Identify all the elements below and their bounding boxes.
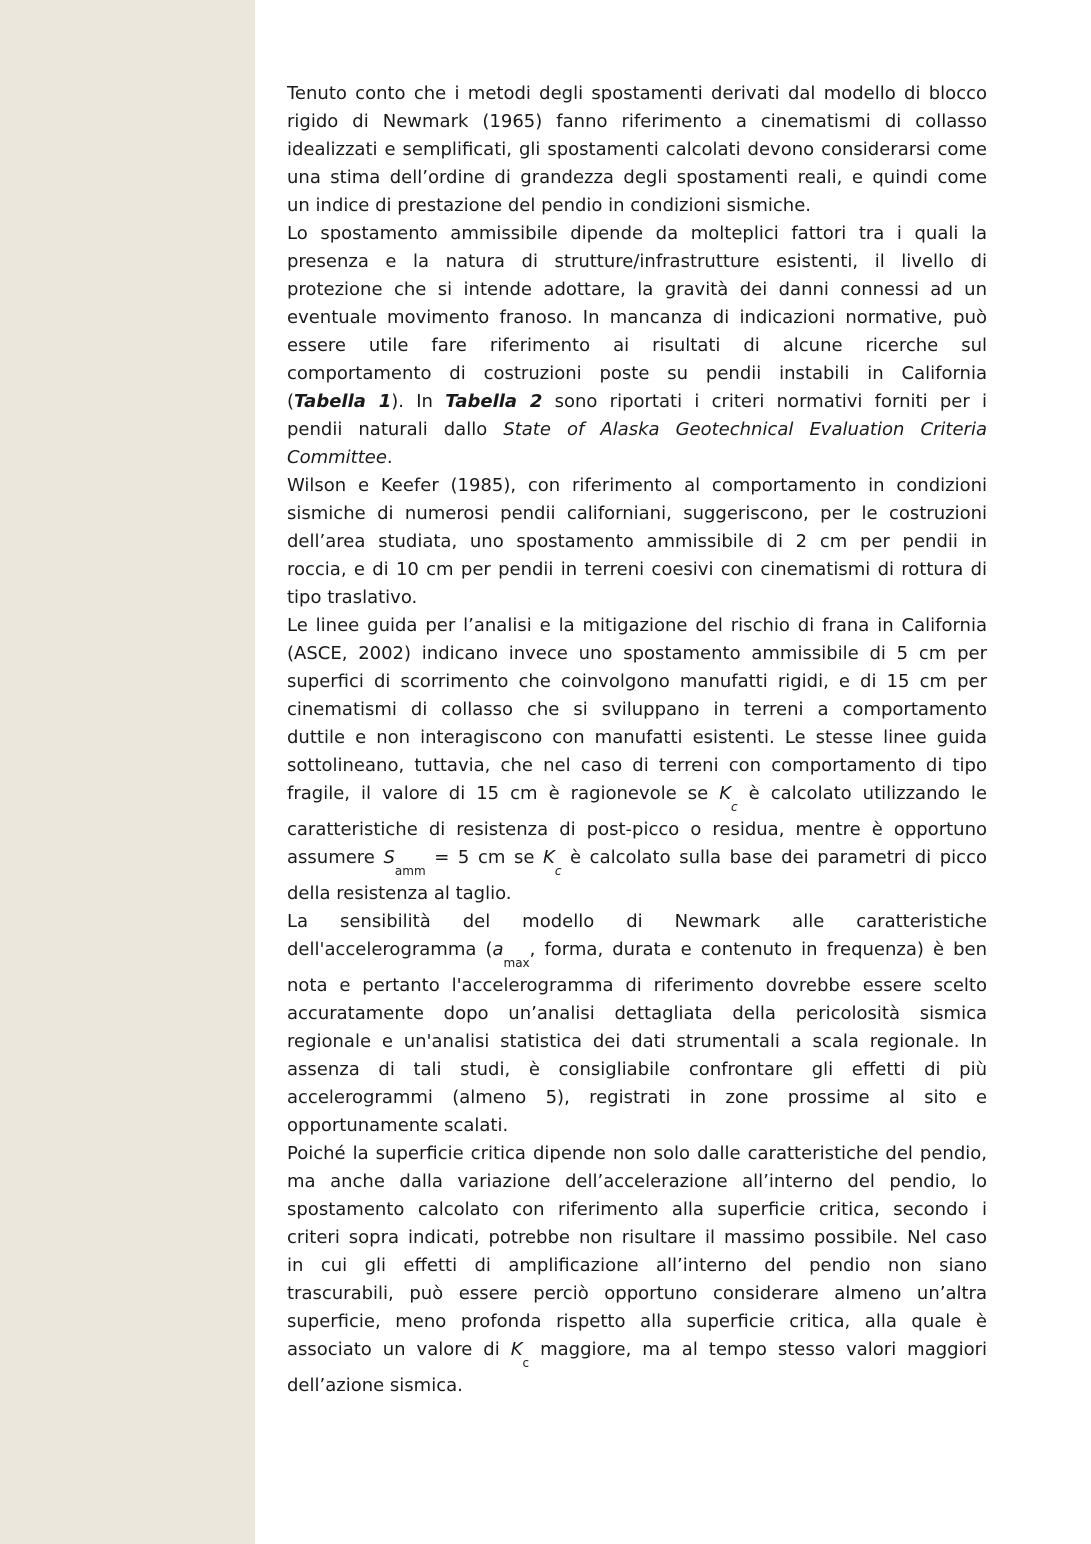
text-run: associato un valore di (287, 1339, 511, 1360)
emphasis-text: K (719, 783, 732, 804)
text-run: duttile e non interagiscono con manufatti esistenti. Le stesse linee guida (287, 727, 987, 748)
text-run: regionale e un'analisi statistica dei dati strumentali a scala regionale. In (287, 1031, 987, 1052)
text-run: ). In (391, 391, 446, 412)
text-line (287, 1196, 987, 1224)
page-sidebar-band (0, 0, 255, 1544)
text-run: criteri sopra indicati, potrebbe non risultare il massimo possibile. Nel caso (287, 1227, 987, 1248)
text-run: trascurabili, può essere perciò opportuno considerare almeno un’altra (287, 1283, 987, 1304)
text-line (287, 640, 987, 668)
text-line (287, 108, 987, 136)
text-line (287, 1336, 987, 1372)
text-line (287, 248, 987, 276)
text-line (287, 220, 987, 248)
text-run: eventuale movimento franoso. In mancanza di indicazioni normative, può (287, 307, 987, 328)
emphasis-text: K (510, 1339, 523, 1360)
text-run: , forma, durata e contenuto in frequenza) è ben (529, 939, 987, 960)
text-run: Tenuto conto che i metodi degli spostamenti derivati dal modello di blocco (287, 83, 987, 104)
text-run: Wilson e Keefer (1985), con riferimento al comportamento in condizioni (287, 475, 987, 496)
text-line (287, 1028, 987, 1056)
paragraph (287, 612, 987, 908)
text-run: comportamento di costruzioni poste su pendii instabili in California (287, 363, 987, 384)
subscript: c (554, 864, 562, 878)
text-run: (ASCE, 2002) indicano invece uno spostamento ammissibile di 5 cm per (287, 643, 987, 664)
text-line (287, 1252, 987, 1280)
subscript: max (503, 956, 530, 970)
text-run: ma anche dalla variazione dell’accelerazione all’interno del pendio, lo (287, 1171, 987, 1192)
text-run: è calcolato utilizzando le (737, 783, 987, 804)
text-line (287, 844, 987, 880)
text-line (287, 1112, 987, 1140)
text-line (287, 696, 987, 724)
text-line (287, 780, 987, 816)
text-line (287, 936, 987, 972)
text-line (287, 276, 987, 304)
document-body (287, 80, 987, 1400)
text-line (287, 612, 987, 640)
subscript: c (522, 1356, 530, 1370)
text-line (287, 388, 987, 416)
text-run: un indice di prestazione del pendio in condizioni sismiche. (287, 195, 812, 216)
text-line (287, 1308, 987, 1336)
text-line (287, 584, 987, 612)
paragraph (287, 908, 987, 1140)
emphasis-text: Committee (287, 447, 387, 468)
text-run: superficie, meno profonda rispetto alla superficie critica, alla quale è (287, 1311, 987, 1332)
text-run: essere utile fare riferimento ai risultati di alcune ricerche sul (287, 335, 987, 356)
text-run: accelerogrammi (almeno 5), registrati in zone prossime al sito e (287, 1087, 987, 1108)
emphasis-text: S (383, 847, 395, 868)
text-line (287, 500, 987, 528)
text-line (287, 192, 987, 220)
text-line (287, 136, 987, 164)
text-run: La sensibilità del modello di Newmark alle caratteristiche (287, 911, 987, 932)
text-line (287, 816, 987, 844)
paragraph (287, 472, 987, 612)
text-run: della resistenza al taglio. (287, 883, 512, 904)
paragraph (287, 80, 987, 220)
text-line (287, 1168, 987, 1196)
text-run: dell’azione sismica. (287, 1375, 463, 1396)
text-run: rigido di Newmark (1965) fanno riferimento a cinematismi di collasso (287, 111, 987, 132)
paragraph (287, 220, 987, 472)
subscript: c (731, 800, 738, 814)
subscript: amm (394, 864, 426, 878)
text-line (287, 908, 987, 936)
text-run: fragile, il valore di 15 cm è ragionevole se (287, 783, 720, 804)
emphasis-text: a (492, 939, 504, 960)
text-run: Lo spostamento ammissibile dipende da molteplici fattori tra i quali la (287, 223, 987, 244)
text-line (287, 416, 987, 444)
text-line (287, 360, 987, 388)
text-run: dell'accelerogramma ( (287, 939, 493, 960)
emphasis-text: Tabella 2 (445, 391, 543, 412)
text-run: = 5 cm se (425, 847, 544, 868)
text-run: tipo traslativo. (287, 587, 418, 608)
text-run: . (386, 447, 393, 468)
text-run: nota e pertanto l'accelerogramma di riferimento dovrebbe essere scelto (287, 975, 987, 996)
text-run: presenza e la natura di strutture/infrastrutture esistenti, il livello di (287, 251, 987, 272)
text-run: una stima dell’ordine di grandezza degli spostamenti reali, e quindi come (287, 167, 987, 188)
text-run: pendii naturali dallo (287, 419, 504, 440)
text-run: sottolineano, tuttavia, che nel caso di terreni con comportamento di tipo (287, 755, 987, 776)
text-run: idealizzati e semplificati, gli spostamenti calcolati devono considerarsi come (287, 139, 987, 160)
text-run: sismiche di numerosi pendii californiani, suggeriscono, per le costruzioni (287, 503, 987, 524)
text-line (287, 668, 987, 696)
text-line (287, 1084, 987, 1112)
text-line (287, 1140, 987, 1168)
text-line (287, 972, 987, 1000)
text-run: cinematismi di collasso che si sviluppano in terreni a comportamento (287, 699, 987, 720)
text-line (287, 724, 987, 752)
text-line (287, 472, 987, 500)
text-line (287, 752, 987, 780)
text-run: maggiore, ma al tempo stesso valori maggiori (529, 1339, 987, 1360)
text-line (287, 164, 987, 192)
emphasis-text: K (543, 847, 555, 868)
text-run: assenza di tali studi, è consigliabile confrontare gli effetti di più (287, 1059, 987, 1080)
text-run: roccia, e di 10 cm per pendii in terreni coesivi con cinematismi di rottura di (287, 559, 987, 580)
text-run: assumere (287, 847, 384, 868)
text-run: in cui gli effetti di amplificazione all’interno del pendio non siano (287, 1255, 987, 1276)
paragraph (287, 1140, 987, 1400)
text-run: dell’area studiata, uno spostamento ammissibile di 2 cm per pendii in (287, 531, 987, 552)
text-line (287, 880, 987, 908)
text-run: Le linee guida per l’analisi e la mitigazione del rischio di frana in California (287, 615, 987, 636)
text-line (287, 1372, 987, 1400)
text-run: opportunamente scalati. (287, 1115, 509, 1136)
text-line (287, 1280, 987, 1308)
text-run: caratteristiche di resistenza di post-picco o residua, mentre è opportuno (287, 819, 987, 840)
text-line (287, 1224, 987, 1252)
text-line (287, 556, 987, 584)
text-line (287, 332, 987, 360)
text-line (287, 528, 987, 556)
text-run: ( (287, 391, 295, 412)
text-run: protezione che si intende adottare, la gravità dei danni connessi ad un (287, 279, 987, 300)
text-line (287, 304, 987, 332)
text-line (287, 1056, 987, 1084)
text-run: spostamento calcolato con riferimento alla superficie critica, secondo i (287, 1199, 987, 1220)
text-line (287, 444, 987, 472)
text-line (287, 1000, 987, 1028)
text-line (287, 80, 987, 108)
emphasis-text: State of Alaska Geotechnical Evaluation Criteria (503, 419, 987, 440)
text-run: superfici di scorrimento che coinvolgono manufatti rigidi, e di 15 cm per (287, 671, 987, 692)
text-run: accuratamente dopo un’analisi dettagliata della pericolosità sismica (287, 1003, 987, 1024)
text-run: è calcolato sulla base dei parametri di picco (561, 847, 987, 868)
text-run: sono riportati i criteri normativi forniti per i (542, 391, 987, 412)
text-run: Poiché la superficie critica dipende non solo dalle caratteristiche del pendio, (287, 1143, 987, 1164)
emphasis-text: Tabella 1 (294, 391, 392, 412)
